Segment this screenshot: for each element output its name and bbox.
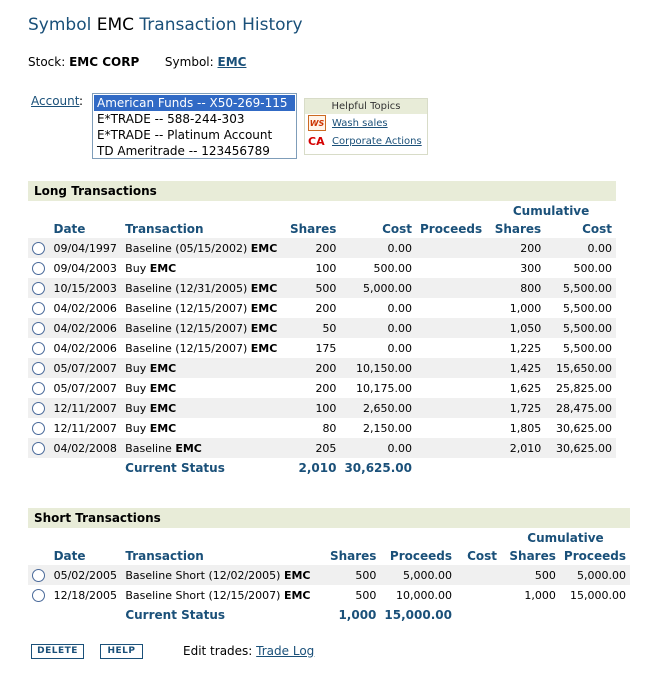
account-option[interactable]: E*TRADE -- 588-244-303 xyxy=(97,112,245,126)
cell-shares: 500 xyxy=(355,588,377,602)
row-radio-button[interactable] xyxy=(32,589,45,602)
cell-cum-cost: 25,825.00 xyxy=(556,381,612,395)
cell-cum-shares: 1,425 xyxy=(486,358,545,378)
cell-cum-shares: 1,725 xyxy=(486,398,545,418)
long-cumulative-label: Cumulative xyxy=(512,204,590,218)
topic-wash-sales xyxy=(305,114,427,132)
table-row xyxy=(28,318,616,338)
cell-shares: 100 xyxy=(315,261,337,275)
cell-cum-proceeds: 5,000.00 xyxy=(560,565,630,585)
cell-transaction xyxy=(121,278,281,298)
transaction-symbol: EMC xyxy=(283,588,311,602)
row-radio-button[interactable] xyxy=(32,282,45,295)
account-option[interactable]: American Funds -- X50-269-115 xyxy=(94,95,295,111)
topic-corporate-actions xyxy=(305,132,427,150)
wash-sales-icon: WS xyxy=(308,115,326,131)
cell-proceeds xyxy=(416,398,486,418)
transaction-symbol: EMC xyxy=(149,421,177,435)
cell-proceeds xyxy=(416,238,486,258)
col-proceeds: Proceeds xyxy=(389,549,452,563)
cell-shares: 175 xyxy=(315,341,337,355)
cell-shares: 200 xyxy=(281,238,340,258)
table-row xyxy=(28,258,616,278)
table-row xyxy=(28,438,616,458)
cell-cost: 0.00 xyxy=(387,301,413,315)
cell-cost: 10,150.00 xyxy=(340,358,416,378)
long-current-status xyxy=(28,458,616,478)
long-transactions-table xyxy=(28,202,616,478)
cell-shares: 200 xyxy=(315,381,337,395)
cell-cum-cost: 5,500.00 xyxy=(545,318,616,338)
transaction-symbol: EMC xyxy=(149,381,177,395)
cell-date: 04/02/2008 xyxy=(49,438,121,458)
cell-transaction xyxy=(121,358,281,378)
cell-date: 05/02/2005 xyxy=(50,565,122,585)
cell-transaction xyxy=(121,298,281,318)
cell-proceeds: 5,000.00 xyxy=(380,565,456,585)
cell-transaction xyxy=(121,238,281,258)
cell-cost xyxy=(456,585,501,605)
cell-date: 05/07/2007 xyxy=(53,381,117,395)
symbol-label: Symbol: xyxy=(164,55,214,69)
table-row xyxy=(28,278,616,298)
row-radio-button[interactable] xyxy=(32,422,45,435)
cell-cost: 2,650.00 xyxy=(340,398,416,418)
cell-date: 12/11/2007 xyxy=(53,421,117,435)
cell-cum-shares: 1,225 xyxy=(509,341,542,355)
delete-button[interactable]: DELETE xyxy=(31,644,84,659)
account-link[interactable]: Account xyxy=(31,94,80,108)
stock-label: Stock: xyxy=(28,55,66,69)
cell-cum-shares: 1,000 xyxy=(509,301,542,315)
cell-cost xyxy=(456,565,501,585)
cell-proceeds: 10,000.00 xyxy=(396,588,452,602)
cell-transaction xyxy=(121,418,281,438)
row-radio-button[interactable] xyxy=(32,402,45,415)
cell-cum-cost: 28,475.00 xyxy=(545,398,616,418)
table-row xyxy=(28,418,616,438)
cell-cum-cost: 500.00 xyxy=(573,261,612,275)
cell-shares: 200 xyxy=(315,301,337,315)
transaction-type: Buy xyxy=(125,361,147,375)
short-transactions-table xyxy=(28,529,630,625)
transaction-type: Buy xyxy=(125,381,147,395)
transaction-type: Baseline (05/15/2002) xyxy=(125,241,248,255)
corporate-actions-link[interactable]: Corporate Actions xyxy=(332,135,422,147)
transaction-type: Baseline (12/31/2005) xyxy=(125,281,248,295)
cell-cum-shares: 200 xyxy=(486,238,545,258)
cell-cum-cost: 5,500.00 xyxy=(545,278,616,298)
title-suffix: Transaction History xyxy=(139,15,303,35)
cell-cum-cost: 30,625.00 xyxy=(545,438,616,458)
cell-cost: 0.00 xyxy=(340,238,416,258)
page-title xyxy=(28,15,303,35)
cell-cost: 2,150.00 xyxy=(363,421,413,435)
cell-transaction xyxy=(121,398,281,418)
cell-cost: 0.00 xyxy=(340,438,416,458)
table-row xyxy=(28,585,630,605)
cell-date: 05/07/2007 xyxy=(49,358,121,378)
transaction-symbol: EMC xyxy=(149,261,177,275)
cell-transaction xyxy=(121,438,281,458)
cell-cum-shares: 300 xyxy=(520,261,542,275)
transaction-symbol: EMC xyxy=(283,568,311,582)
transaction-type: Baseline (12/15/2007) xyxy=(125,341,248,355)
cell-cum-cost: 5,500.00 xyxy=(563,341,612,355)
transaction-symbol: EMC xyxy=(149,401,177,415)
col-transaction: Transaction xyxy=(125,549,204,563)
col-shares: Shares xyxy=(289,222,337,236)
table-row xyxy=(28,565,630,585)
table-row xyxy=(28,358,616,378)
cell-date: 09/04/2003 xyxy=(53,261,117,275)
cell-transaction xyxy=(121,378,281,398)
transaction-type: Baseline xyxy=(125,441,172,455)
cell-cum-cost: 15,650.00 xyxy=(545,358,616,378)
cell-cum-shares: 500 xyxy=(501,565,560,585)
row-radio-button[interactable] xyxy=(32,362,45,375)
cell-cum-proceeds: 15,000.00 xyxy=(570,588,626,602)
wash-sales-link[interactable]: Wash sales xyxy=(332,117,388,129)
col-cum-shares: Shares xyxy=(494,222,542,236)
cell-proceeds xyxy=(416,378,486,398)
cell-cum-shares: 800 xyxy=(486,278,545,298)
cell-proceeds xyxy=(416,418,486,438)
cell-cum-shares: 1,000 xyxy=(524,588,556,602)
cell-cost: 0.00 xyxy=(387,341,413,355)
row-radio-button[interactable] xyxy=(32,442,45,455)
cell-date: 10/15/2003 xyxy=(49,278,121,298)
row-radio-button[interactable] xyxy=(32,342,45,355)
col-shares: Shares xyxy=(329,549,377,563)
transaction-type: Baseline Short (12/02/2005) xyxy=(125,568,281,582)
cell-date: 09/04/1997 xyxy=(49,238,121,258)
col-cum-proceeds: Proceeds xyxy=(563,549,626,563)
status-shares: 1,000 xyxy=(338,608,377,622)
short-transactions-header: Short Transactions xyxy=(28,508,630,528)
corporate-actions-icon: CA xyxy=(308,134,325,148)
transaction-symbol: EMC xyxy=(250,341,278,355)
cell-shares: 80 xyxy=(322,421,337,435)
title-symbol: EMC xyxy=(96,15,135,35)
edit-trades xyxy=(183,644,314,658)
col-cum-cost: Cost xyxy=(582,222,612,236)
account-colon: : xyxy=(79,94,84,108)
short-cumulative-label: Cumulative xyxy=(527,531,604,545)
cell-cum-shares: 2,010 xyxy=(486,438,545,458)
row-radio-button[interactable] xyxy=(32,262,45,275)
cell-proceeds xyxy=(416,338,486,358)
cell-cum-cost: 5,500.00 xyxy=(563,301,612,315)
transaction-symbol: EMC xyxy=(250,321,278,335)
symbol-link[interactable]: EMC xyxy=(217,55,247,69)
trade-log-link[interactable]: Trade Log xyxy=(256,644,315,658)
table-row xyxy=(28,238,616,258)
cell-cum-cost: 0.00 xyxy=(545,238,616,258)
short-current-status xyxy=(28,605,630,625)
table-row xyxy=(28,398,616,418)
transaction-symbol: EMC xyxy=(149,361,177,375)
cell-cost: 500.00 xyxy=(373,261,413,275)
cell-shares: 50 xyxy=(281,318,340,338)
cell-date: 04/02/2006 xyxy=(53,341,117,355)
transaction-symbol: EMC xyxy=(250,301,278,315)
helpful-topics-panel xyxy=(304,98,428,155)
transaction-type: Buy xyxy=(125,401,147,415)
stock-info xyxy=(28,55,246,69)
table-row xyxy=(28,378,616,398)
status-label: Current Status xyxy=(125,608,226,622)
long-transactions-header: Long Transactions xyxy=(28,181,616,201)
cell-proceeds xyxy=(416,258,486,278)
col-date: Date xyxy=(53,222,86,236)
cell-cost: 10,175.00 xyxy=(356,381,413,395)
col-date: Date xyxy=(53,549,86,563)
transaction-symbol: EMC xyxy=(175,441,202,455)
col-cost: Cost xyxy=(467,549,497,563)
cell-shares: 500 xyxy=(315,565,381,585)
cell-date: 04/02/2006 xyxy=(53,301,117,315)
col-transaction: Transaction xyxy=(125,222,204,236)
cell-transaction xyxy=(121,258,281,278)
row-radio-button[interactable] xyxy=(32,322,45,335)
transaction-type: Buy xyxy=(125,421,147,435)
cell-proceeds xyxy=(416,358,486,378)
status-label: Current Status xyxy=(125,461,225,475)
cell-transaction xyxy=(121,585,314,605)
cell-cum-shares: 1,805 xyxy=(509,421,542,435)
row-radio-button[interactable] xyxy=(32,569,45,582)
edit-trades-label: Edit trades: xyxy=(183,644,253,658)
table-row xyxy=(28,338,616,358)
cell-shares: 200 xyxy=(281,358,340,378)
status-shares: 2,010 xyxy=(298,461,337,475)
account-option[interactable]: TD Ameritrade -- 123456789 xyxy=(97,144,270,158)
cell-proceeds xyxy=(416,438,486,458)
row-radio-button[interactable] xyxy=(32,242,45,255)
cell-shares: 100 xyxy=(281,398,340,418)
cell-shares: 500 xyxy=(281,278,340,298)
cell-shares: 205 xyxy=(281,438,340,458)
transaction-type: Baseline Short (12/15/2007) xyxy=(125,588,281,602)
transaction-type: Baseline (12/15/2007) xyxy=(125,321,248,335)
cell-date: 04/02/2006 xyxy=(49,318,121,338)
cell-cum-cost: 30,625.00 xyxy=(556,421,612,435)
cell-transaction xyxy=(121,318,281,338)
help-button[interactable]: HELP xyxy=(100,644,143,659)
helpful-topics-header: Helpful Topics xyxy=(305,99,427,114)
transaction-symbol: EMC xyxy=(250,241,278,255)
row-radio-button[interactable] xyxy=(32,382,45,395)
cell-transaction xyxy=(121,565,314,585)
cell-proceeds xyxy=(416,278,486,298)
col-cum-shares: Shares xyxy=(509,549,556,563)
status-proceeds: 15,000.00 xyxy=(384,608,452,622)
cell-transaction xyxy=(121,338,281,358)
cell-cum-shares: 1,050 xyxy=(486,318,545,338)
cell-cost: 5,000.00 xyxy=(340,278,416,298)
account-option[interactable]: E*TRADE -- Platinum Account xyxy=(97,128,273,142)
stock-name: EMC CORP xyxy=(69,55,140,69)
table-row xyxy=(28,298,616,318)
transaction-symbol: EMC xyxy=(250,281,278,295)
status-cost: 30,625.00 xyxy=(344,461,413,475)
transaction-type: Buy xyxy=(125,261,147,275)
cell-proceeds xyxy=(416,318,486,338)
cell-date: 12/11/2007 xyxy=(49,398,121,418)
cell-cum-shares: 1,625 xyxy=(509,381,542,395)
cell-date: 12/18/2005 xyxy=(53,588,117,602)
transaction-type: Baseline (12/15/2007) xyxy=(125,301,248,315)
cell-proceeds xyxy=(416,298,486,318)
title-prefix: Symbol xyxy=(28,15,92,35)
cell-cost: 0.00 xyxy=(340,318,416,338)
account-listbox[interactable] xyxy=(92,93,297,159)
row-radio-button[interactable] xyxy=(32,302,45,315)
col-proceeds: Proceeds xyxy=(420,222,483,236)
col-cost: Cost xyxy=(382,222,413,236)
